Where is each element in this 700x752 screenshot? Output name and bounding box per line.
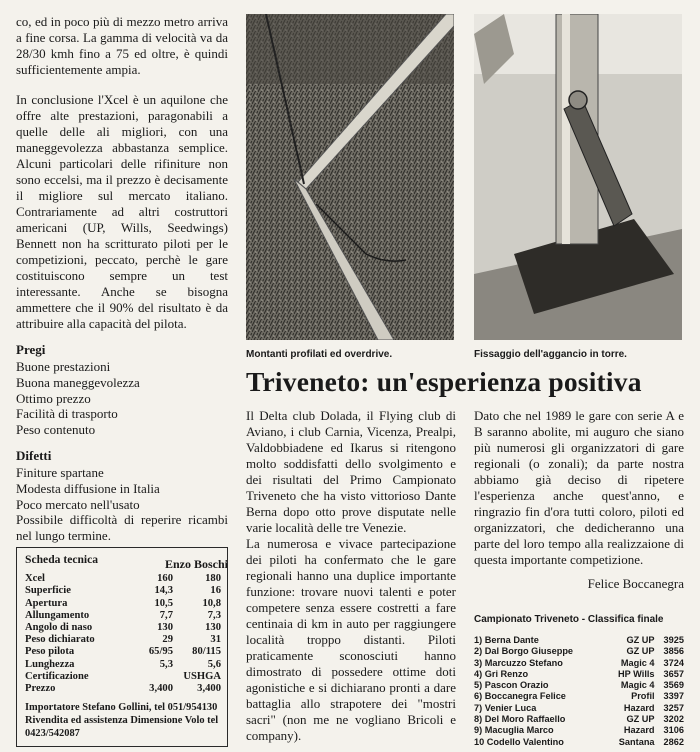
spec-value: 31 (210, 634, 221, 646)
article-column-middle (246, 408, 456, 744)
ranking-pilot: 7) Venier Luca (474, 702, 537, 713)
spec-row (25, 610, 221, 622)
ranking-row (474, 635, 684, 646)
ranking-wing: Santana (618, 736, 655, 747)
article-paragraph: La numerosa e vivace partecipazione dei piloti ha confermato che le gare regionali hanno una duplice importante funzione: trovare nuovi talenti e poter competere senza essere costretti a fare centinaia di km in auto per raggiungere località troppo distanti. Piloti praticamente sconosciuti hanno dimostrato di possedere ottime doti agonistiche e si dichiarano pronti a dare battaglia allo strapotere dei "mostri sacri" (non me ne vogliano Bricoli e company). (246, 536, 456, 743)
ranking-row (474, 658, 684, 669)
spec-row (25, 573, 221, 585)
article-headline: Triveneto: un'esperienza positiva (246, 366, 642, 397)
pregi-item: Buona maneggevolezza (16, 374, 140, 390)
spec-row (25, 659, 221, 671)
ranking-row (474, 703, 684, 714)
spec-value: 5,3 (159, 658, 173, 670)
spec-footer: Importatore Stefano Gollini, tel 051/954130 Rivendita ed assistenza Dimensione Volo tel 0423/542087 (25, 702, 219, 740)
spec-value: 3,400 (197, 683, 221, 695)
article-column-right (474, 408, 684, 592)
difetti-list (16, 465, 228, 544)
photo-uprights-image (246, 14, 454, 340)
spec-value: 80/115 (192, 646, 221, 658)
ranking-wing: Magic 4 (620, 657, 655, 668)
article-author: Felice Boccanegra (587, 576, 684, 591)
spec-label: Peso dichiarato (25, 634, 95, 646)
ranking-wing: Magic 4 (620, 680, 655, 691)
spec-label: Allungamento (25, 609, 90, 621)
spec-value: 7,7 (159, 609, 173, 621)
ranking-pilot: 6) Boccanegra Felice (474, 691, 566, 702)
spec-label: Apertura (25, 597, 68, 609)
article-paragraph: Il Delta club Dolada, il Flying club di Aviano, i club Carnia, Vicenza, Prealpi, Valdobbiadene ed Ikarus si ritengono molto soddisfatti dello svolgimento e dei risultati del Primo Campionato Triveneto che ha visto vittorioso Dante Berna dopo otto prove disputate nelle varie località delle tre Venezie. (246, 408, 456, 535)
ranking-points: 3657 (663, 668, 684, 679)
ranking-points: 3925 (663, 635, 684, 645)
photo-uprights (246, 14, 454, 340)
ranking-pilot: 10 Codello Valentino (474, 736, 564, 747)
conclusion-paragraph: In conclusione l'Xcel è un aquilone che offre alte prestazioni, paragonabili a quelle delle ali migliori, con una maneggevolezza abbastanza semplice. Alcuni particolari delle rifiniture non sono eccelsi, ma il prezzo è decisamente il migliore sul mercato italiano. Contrariamente ad altri costruttori americani (UP, Wills, Seedwings) Bennett non ha scritturato piloti per le competizioni, peccato, perchè le gare costituiscono sempre un test interessante. Anche se bisogna ammettere che il 90% del risultato è da attribuire alla capacità del pilota. (16, 92, 228, 331)
ranking-title: Campionato Triveneto - Classifica finale (474, 614, 664, 625)
difetti-item: Possibile difficoltà di reperire ricambi nel lungo termine. (16, 512, 228, 544)
ranking-wing: GZ UP (626, 635, 655, 645)
ranking-points: 3202 (663, 714, 684, 725)
spec-label: Xcel (25, 573, 45, 585)
ranking-wing: Hazard (623, 725, 655, 736)
spec-value: 14,3 (154, 585, 173, 597)
ranking-pilot: 3) Marcuzzo Stefano (474, 657, 563, 668)
spec-label: Superficie (25, 585, 71, 597)
spec-label: Prezzo (25, 683, 56, 695)
spec-value: 7,3 (207, 609, 221, 621)
ranking-pilot: 9) Macuglia Marco (474, 725, 554, 736)
ranking-table (474, 614, 684, 748)
spec-value: 160 (157, 573, 173, 585)
spec-value: 10,5 (154, 597, 173, 609)
ranking-row (474, 646, 684, 657)
spec-row (25, 646, 221, 658)
ranking-wing: Hazard (623, 702, 655, 713)
spec-value: 130 (205, 622, 221, 634)
spec-row (25, 585, 221, 597)
ranking-wing: Profil (631, 691, 655, 702)
photo-uprights-caption: Montanti profilati ed overdrive. (246, 349, 393, 360)
spec-label: Lunghezza (25, 658, 75, 670)
spec-value: 65/95 (148, 646, 173, 658)
ranking-row (474, 737, 684, 748)
ranking-row (474, 691, 684, 702)
ranking-points: 3106 (663, 725, 684, 736)
ranking-pilot: 5) Pascon Orazio (474, 680, 549, 691)
spec-value: 16 (210, 585, 221, 597)
ranking-points: 3856 (663, 646, 684, 657)
pregi-title: Pregi (16, 342, 46, 357)
spec-box (16, 547, 228, 747)
ranking-pilot: 1) Berna Dante (474, 635, 539, 645)
ranking-pilot: 4) Gri Renzo (474, 668, 529, 679)
pregi-item: Ottimo prezzo (16, 390, 91, 406)
ranking-pilot: 8) Del Moro Raffaello (474, 714, 566, 725)
spec-value: 3,400 (149, 683, 173, 695)
ranking-points: 3569 (663, 680, 684, 691)
difetti-item: Modesta diffusione in Italia (16, 480, 160, 496)
spec-row (25, 598, 221, 610)
ranking-row (474, 714, 684, 725)
ranking-points: 3257 (663, 702, 684, 713)
spec-row (25, 622, 221, 634)
spec-value: 10,8 (202, 597, 221, 609)
spec-value: 180 (205, 573, 221, 585)
ranking-points: 3397 (663, 691, 684, 702)
ranking-pilot: 2) Dal Borgo Giuseppe (474, 646, 574, 657)
spec-table (25, 573, 221, 695)
signature: Enzo Boschi (164, 556, 228, 571)
pregi-item: Facilità di trasporto (16, 406, 118, 422)
spec-value: 130 (157, 622, 173, 634)
ranking-row (474, 725, 684, 736)
difetti-title: Difetti (16, 447, 52, 463)
photo-tower-hook (474, 14, 682, 340)
ranking-points: 3724 (663, 657, 684, 668)
spec-value: 29 (162, 634, 173, 646)
spec-title: Scheda tecnica (25, 553, 99, 566)
left-column (16, 14, 228, 572)
spec-label: Peso pilota (25, 646, 75, 658)
spec-value: 5,6 (207, 658, 221, 670)
ranking-wing: GZ UP (626, 714, 655, 725)
ranking-rows (474, 635, 684, 748)
pregi-item: Buone prestazioni (16, 359, 111, 374)
photo-tower-hook-image (474, 14, 682, 340)
spec-value: USHGA (183, 670, 221, 682)
ranking-row (474, 669, 684, 680)
difetti-item: Poco mercato nell'usato (16, 496, 140, 512)
difetti-item: Finiture spartane (16, 464, 104, 480)
pregi-list (16, 359, 228, 438)
spec-label: Angolo di naso (25, 622, 93, 634)
intro-paragraph: co, ed in poco più di mezzo metro arriva a fine corsa. La gamma di velocità va da 28/30 kmh fino a 75 ed oltre, è quindi sufficientemente ampia. (16, 14, 228, 77)
ranking-row (474, 680, 684, 691)
ranking-wing: GZ UP (626, 646, 655, 657)
ranking-points: 2862 (663, 736, 684, 747)
photo-tower-hook-caption: Fissaggio dell'aggancio in torre. (474, 349, 627, 360)
spec-label: Certificazione (25, 670, 89, 682)
article-paragraph: Dato che nel 1989 le gare con serie A e B saranno abolite, mi auguro che siano più numerosi gli organizzatori di gare regionali (o zonali); da parte nostra abbiamo già deciso di ripetere l'esperienza anche quest'anno, e ringrazio fin d'ora tutti coloro, piloti ed organizzatori, che dedicheranno una parte del loro tempo alla realizzaione di questa importante competizione. (474, 408, 684, 567)
spec-row (25, 683, 221, 695)
ranking-wing: HP Wills (618, 668, 655, 679)
spec-row (25, 634, 221, 646)
pregi-item: Peso contenuto (16, 422, 96, 438)
spec-row (25, 671, 221, 683)
